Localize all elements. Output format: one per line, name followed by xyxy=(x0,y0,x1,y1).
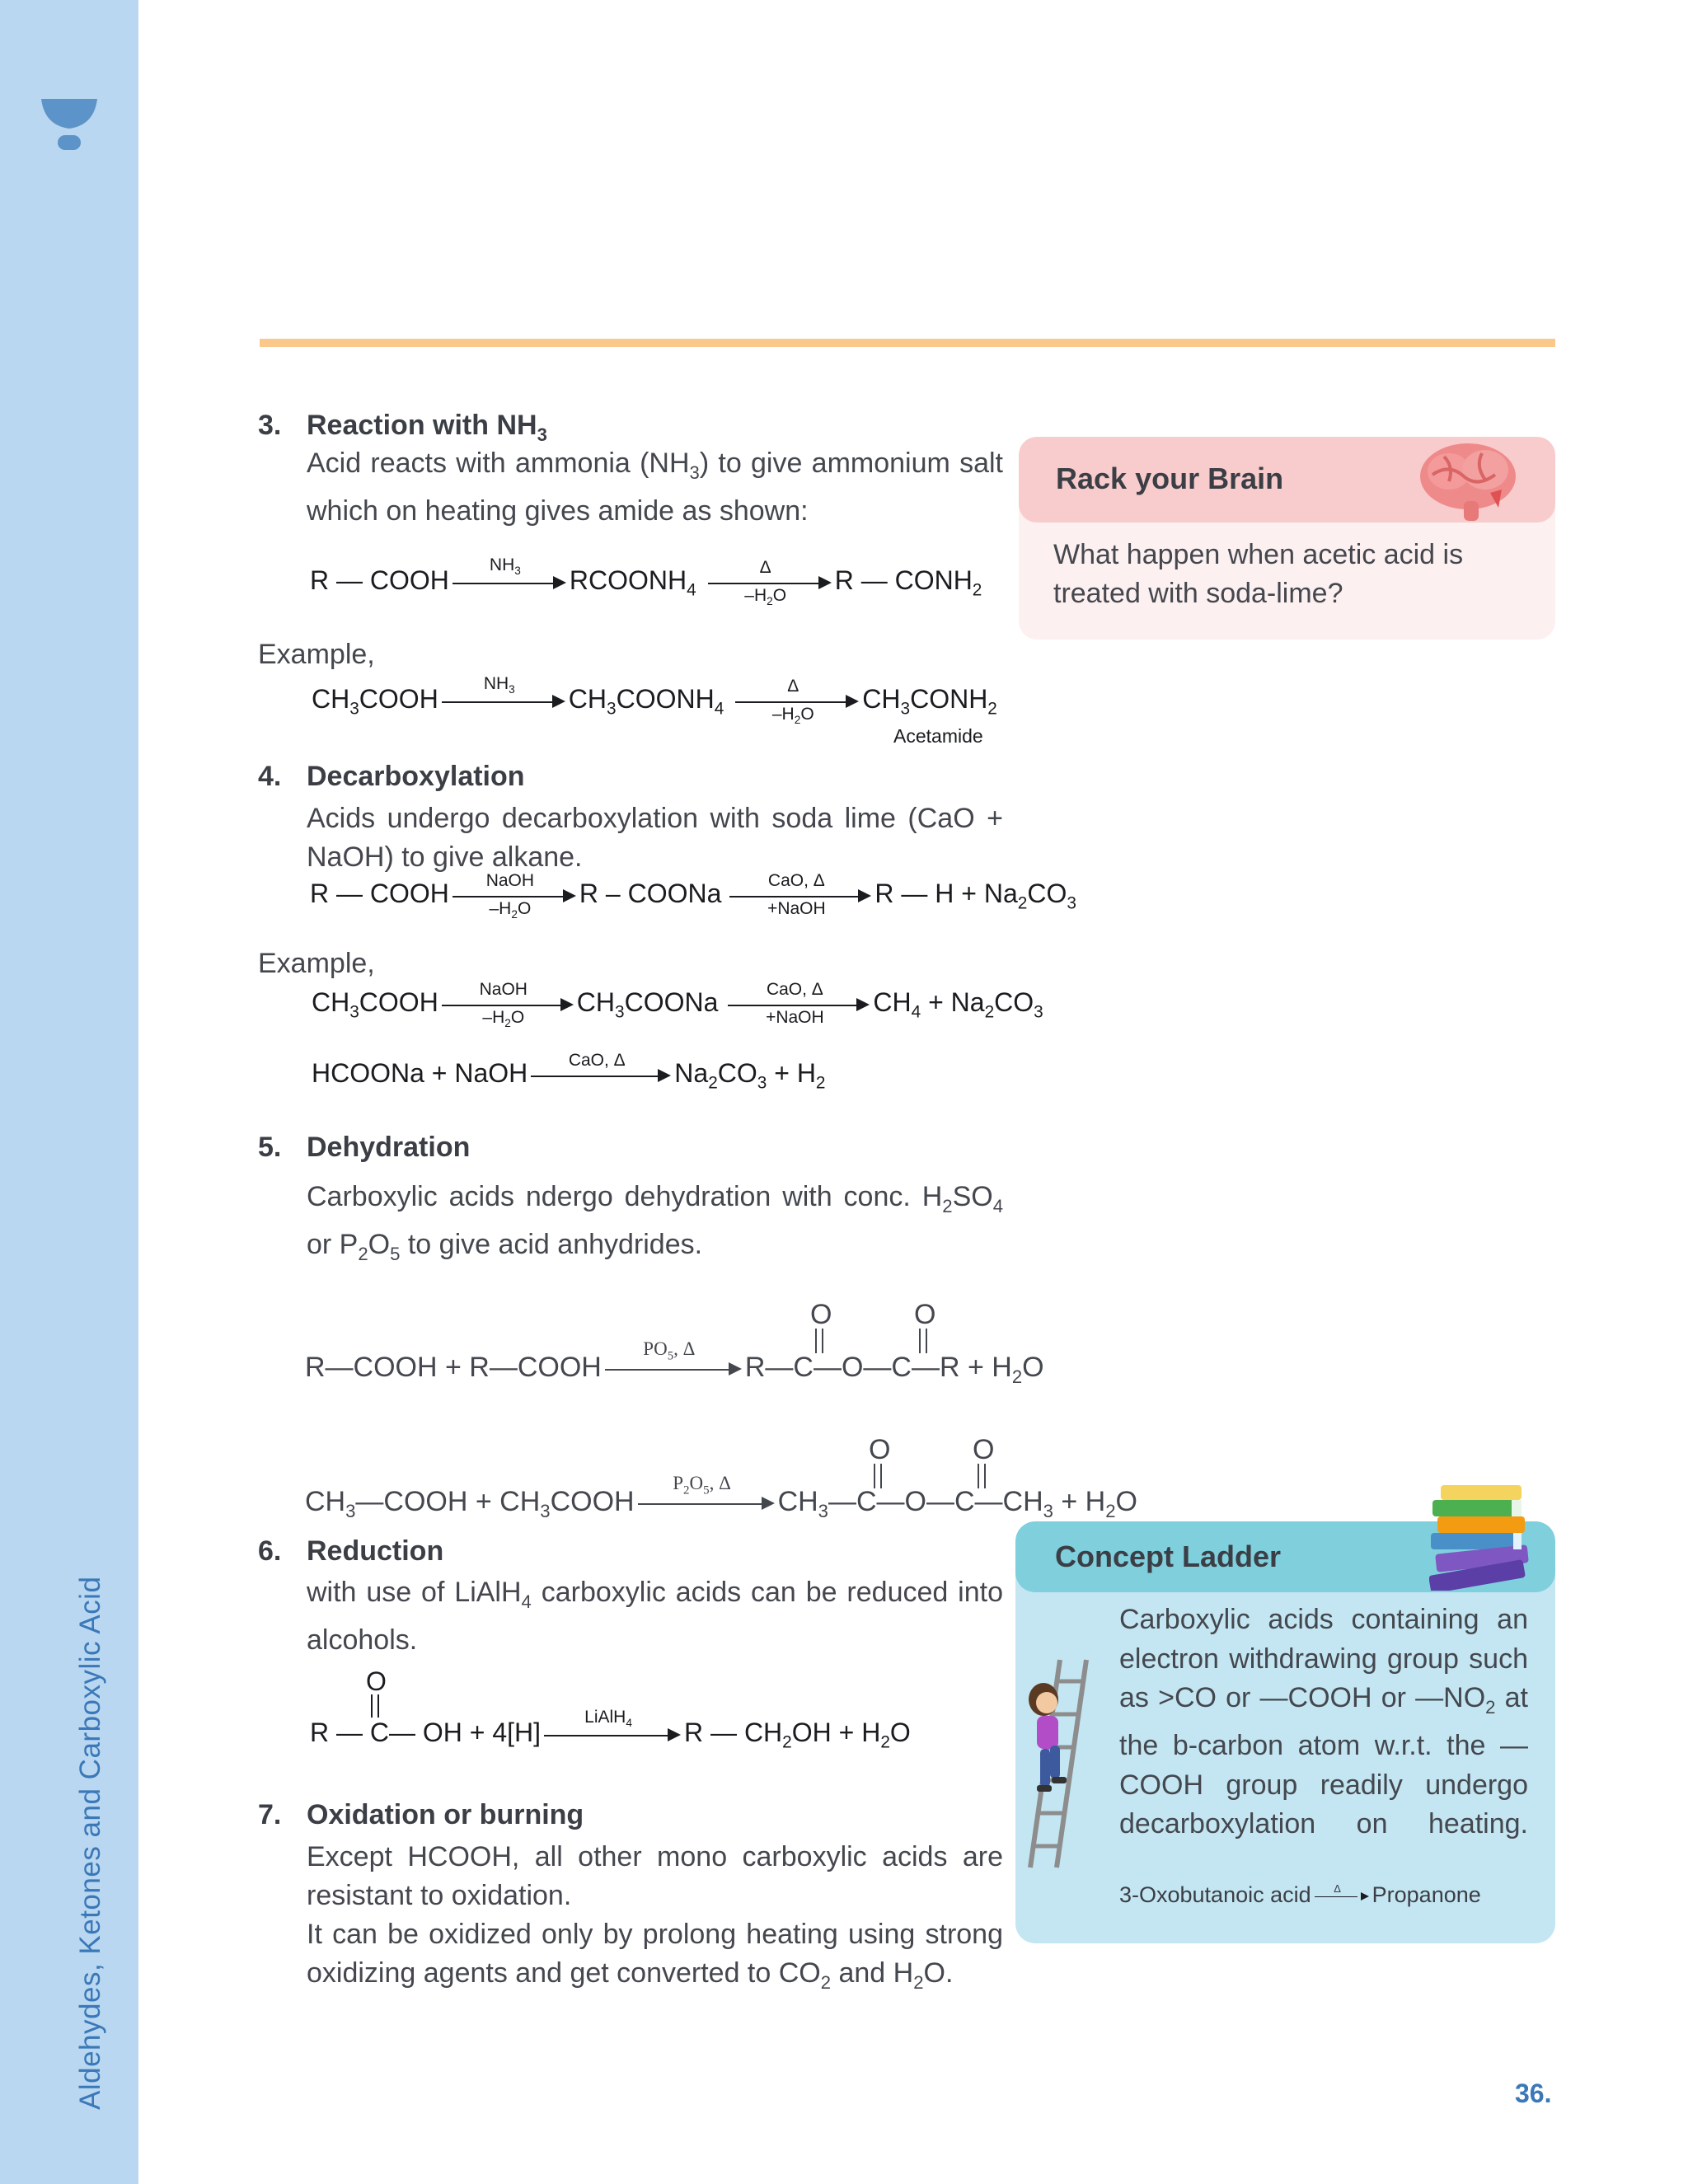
section-6-title: Reduction xyxy=(307,1535,444,1567)
section-4-general-equation: R — COOH NaOH $-H_2O$ R – COONa CaO, Δ +NaOH R — $H + Na_2CO_3$ xyxy=(310,870,1076,921)
double-bond xyxy=(978,1464,986,1488)
carbonyl-oxygen-2: O xyxy=(973,1434,995,1465)
concept-ladder-text: Carboxylic acids containing an electron withdrawing group such as >CO or —COOH or $—NO_2$ at the b-carbon atom w.r.t. the —COOH group readily undergo decarboxylation on heating. xyxy=(1119,1604,1528,1840)
reduction-carbonyl-oxygen: O xyxy=(366,1666,387,1696)
section-4-example-label: Example, xyxy=(258,948,375,979)
reaction-arrow: Δ $-H_2O$ xyxy=(708,566,832,599)
section-4-number: 4. xyxy=(258,761,282,792)
reaction-arrow: NaOH $-H_2O$ xyxy=(442,988,574,1021)
reaction-arrow: CaO, Δ +NaOH xyxy=(728,988,870,1021)
reaction-arrow: $NH_3$ xyxy=(442,685,565,718)
section-7-paragraph-1: Except HCOOH, all other mono carboxylic acids are resistant to oxidation. xyxy=(307,1841,1003,1911)
concept-ladder-title: Concept Ladder xyxy=(1055,1540,1282,1573)
unacademy-logo-icon xyxy=(40,97,99,152)
girl-on-ladder-icon xyxy=(1025,1657,1100,1871)
section-3-general-equation: R — COOH $NH_3$ $RCOONH_4$ Δ $-H_2O$ R — $CONH_2$ xyxy=(310,555,982,607)
carbonyl-oxygen-1: O xyxy=(869,1434,891,1465)
sidebar xyxy=(0,0,138,2184)
reaction-arrow: $PO_5$, Δ xyxy=(605,1352,742,1385)
carbonyl-oxygen-2: O xyxy=(914,1299,936,1330)
reaction-arrow: $NH_3$ xyxy=(452,566,566,599)
section-7-paragraph-2: It can be oxidized only by prolong heating using strong oxidizing agents and get converted to $CO_2$ and $H_2O$. xyxy=(307,1919,1003,1993)
section-3-title: Reaction with $NH_3$ xyxy=(307,410,547,445)
dehydration-equation-2: $CH_3—COOH$ + $CH_3COOH$ $P_2O_5$, Δ $CH_3—C—O—C—CH_3 + H_2O$ xyxy=(305,1473,1137,1521)
section-4-example-equation-1: $CH_3COOH$ NaOH $-H_2O$ $CH_3COONa$ CaO, Δ +NaOH $CH_4 + Na_2CO_3$ xyxy=(312,979,1043,1029)
section-4-title: Decarboxylation xyxy=(307,761,525,792)
carbonyl-oxygen-1: O xyxy=(810,1299,832,1330)
brain-icon xyxy=(1416,438,1520,524)
double-bond xyxy=(874,1464,882,1488)
section-5-title: Dehydration xyxy=(307,1132,471,1163)
chapter-title: Aldehydes, Ketones and Carboxylic Acid xyxy=(74,1576,106,2110)
section-6-paragraph: with use of LiAlH$_4$ carboxylic acids can be reduced into alcohols. xyxy=(307,1577,1003,1656)
section-7-number: 7. xyxy=(258,1799,282,1830)
section-3-example-equation: $CH_3COOH$ $NH_3$ $CH_3COONH_4$ Δ $-H_2O$ $CH_3CONH_2$ xyxy=(312,674,997,726)
double-bond xyxy=(919,1329,927,1353)
reaction-arrow: NaOH $-H_2O$ xyxy=(452,879,576,912)
section-6-number: 6. xyxy=(258,1535,282,1567)
section-3-number: 3. xyxy=(258,410,282,441)
section-4-example-equation-2: HCOONa + NaOH CaO, Δ $Na_2CO_3 + H_2$ xyxy=(312,1050,826,1093)
header-divider xyxy=(260,339,1555,347)
double-bond xyxy=(371,1694,379,1718)
section-3-paragraph: Acid reacts with ammonia $(NH_3)$ to give ammonium salt which on heating gives amide as shown: xyxy=(307,448,1003,527)
acetamide-caption: Acetamide xyxy=(893,725,983,747)
reaction-arrow: CaO, Δ xyxy=(531,1059,671,1092)
section-5-number: 5. xyxy=(258,1132,282,1163)
reaction-arrow: CaO, Δ +NaOH xyxy=(729,879,871,912)
reaction-arrow: Δ xyxy=(1315,1884,1369,1909)
section-4-paragraph: Acids undergo decarboxylation with soda lime (CaO + NaOH) to give alkane. xyxy=(307,803,1003,873)
reaction-arrow: $P_2O_5$, Δ xyxy=(638,1487,775,1520)
section-3-example-label: Example, xyxy=(258,639,375,670)
rack-your-brain-title: Rack your Brain xyxy=(1056,462,1284,495)
books-icon xyxy=(1429,1483,1536,1591)
dehydration-equation-1: R—COOH + R—COOH $PO_5$, Δ R—C—O—C—R + $H_2O$ xyxy=(305,1338,1044,1387)
rack-your-brain-question: What happen when acetic acid is treated with soda-lime? xyxy=(1053,539,1464,609)
concept-ladder-equation: 3-Oxobutanoic acid Δ Propanone xyxy=(1119,1882,1481,1907)
reaction-arrow: LiAlH$_4$ xyxy=(544,1718,681,1751)
reaction-arrow: Δ $-H_2O$ xyxy=(735,685,859,718)
section-5-paragraph: Carboxylic acids ndergo dehydration with conc. $H_2SO_4$ or $P_2O_5$ to give acid anhydrides. xyxy=(307,1181,1003,1264)
reduction-equation: R — C— OH + 4[H] LiAlH$_4$ R — $CH_2OH + H_2O$ xyxy=(310,1708,911,1752)
double-bond xyxy=(815,1329,823,1353)
page-number: 36. xyxy=(1515,2079,1552,2108)
section-7-title: Oxidation or burning xyxy=(307,1799,584,1830)
